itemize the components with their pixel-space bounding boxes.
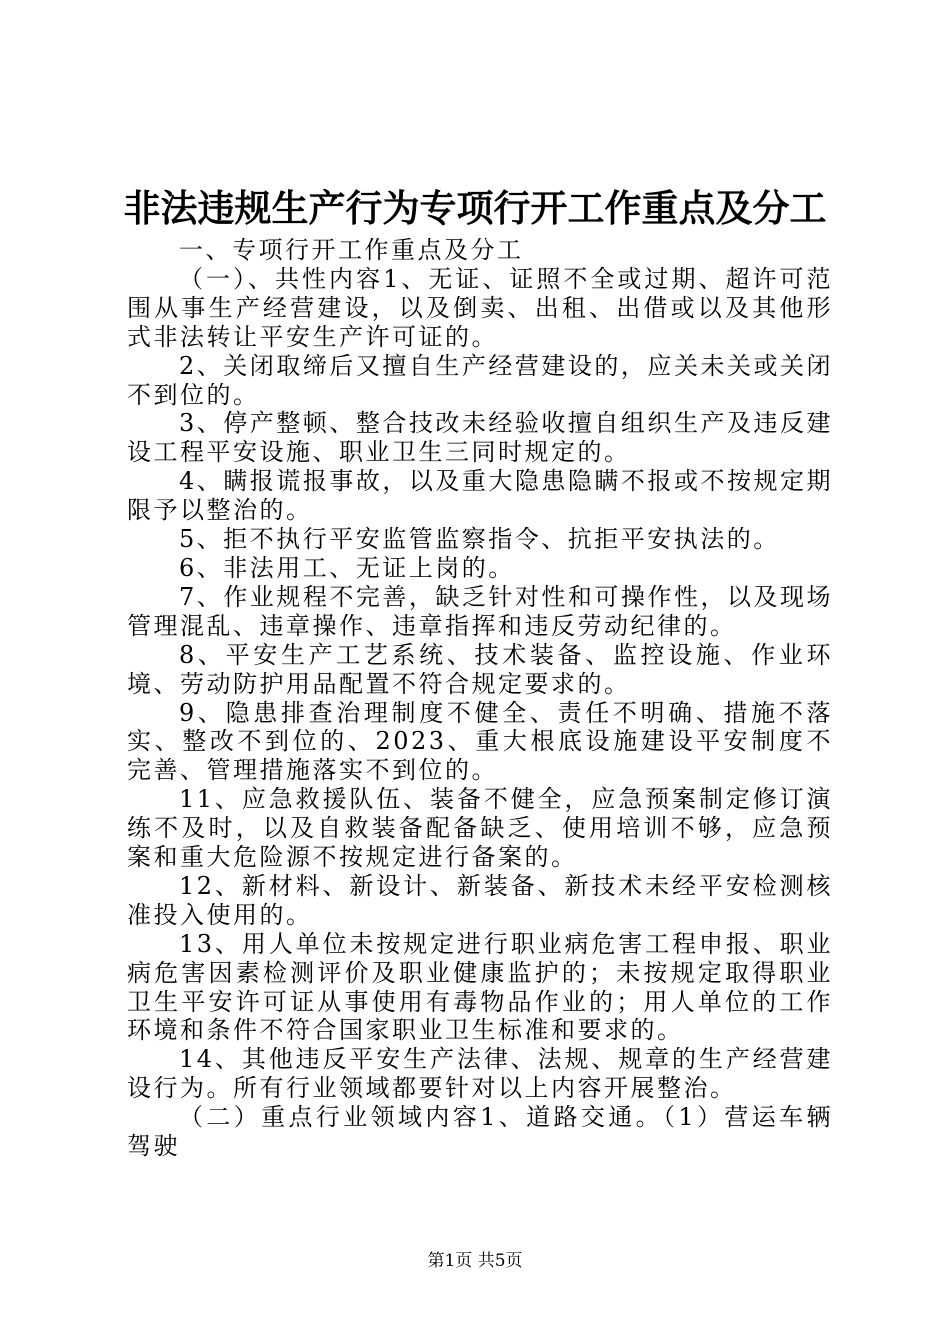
document-body (127, 236, 833, 1161)
paragraph-item-14: 14、其他违反平安生产法律、法规、规章的生产经营建设行为。所有行业领域都要针对以上内容开展整治。 (127, 1045, 833, 1103)
paragraph-item-5: 5、拒不执行平安监管监察指令、抗拒平安执法的。 (179, 525, 780, 554)
document-title: 非法违规生产行为专项行开工作重点及分工 (123, 186, 827, 230)
paragraph-item-11: 11、应急救援队伍、装备不健全，应急预案制定修订演练不及时，以及自救装备配备缺乏、使用培训不够，应急预案和重大危险源不按规定进行备案的。 (127, 785, 833, 872)
paragraph-item-6: 6、非法用工、无证上岗的。 (179, 553, 515, 582)
paragraph-common-content-1: （一）、共性内容1、无证、证照不全或过期、超许可范围从事生产经营建设，以及倒卖、出租、出借或以及其他形式非法转让平安生产许可证的。 (127, 264, 833, 351)
paragraph-key-industries: （二）重点行业领域内容1、道路交通。（1）营运车辆驾驶 (127, 1103, 833, 1161)
paragraph-item-7: 7、作业规程不完善，缺乏针对性和可操作性，以及现场管理混乱、违章操作、违章指挥和违反劳动纪律的。 (127, 582, 833, 640)
paragraph-item-8: 8、平安生产工艺系统、技术装备、监控设施、作业环境、劳动防护用品配置不符合规定要求的。 (127, 640, 833, 698)
paragraph-item-4: 4、瞒报谎报事故，以及重大隐患隐瞒不报或不按规定期限予以整治的。 (127, 467, 833, 525)
paragraph-item-9: 9、隐患排查治理制度不健全、责任不明确、措施不落实、整改不到位的、2023、重大根底设施建设平安制度不完善、管理措施落实不到位的。 (127, 698, 833, 785)
paragraph-item-13: 13、用人单位未按规定进行职业病危害工程申报、职业病危害因素检测评价及职业健康监护的；未按规定取得职业卫生平安许可证从事使用有毒物品作业的；用人单位的工作环境和条件不符合国家职业卫生标准和要求的。 (127, 929, 833, 1045)
paragraph-item-3: 3、停产整顿、整合技改未经验收擅自组织生产及违反建设工程平安设施、职业卫生三同时规定的。 (127, 409, 833, 467)
paragraph-item-12: 12、新材料、新设计、新装备、新技术未经平安检测核准投入使用的。 (127, 871, 833, 929)
paragraph-item-2: 2、关闭取缔后又擅自生产经营建设的，应关未关或关闭不到位的。 (127, 351, 833, 409)
page-footer: 第1页 共5页 (427, 1251, 523, 1271)
paragraph-section-heading: 一、专项行开工作重点及分工 (179, 236, 524, 264)
